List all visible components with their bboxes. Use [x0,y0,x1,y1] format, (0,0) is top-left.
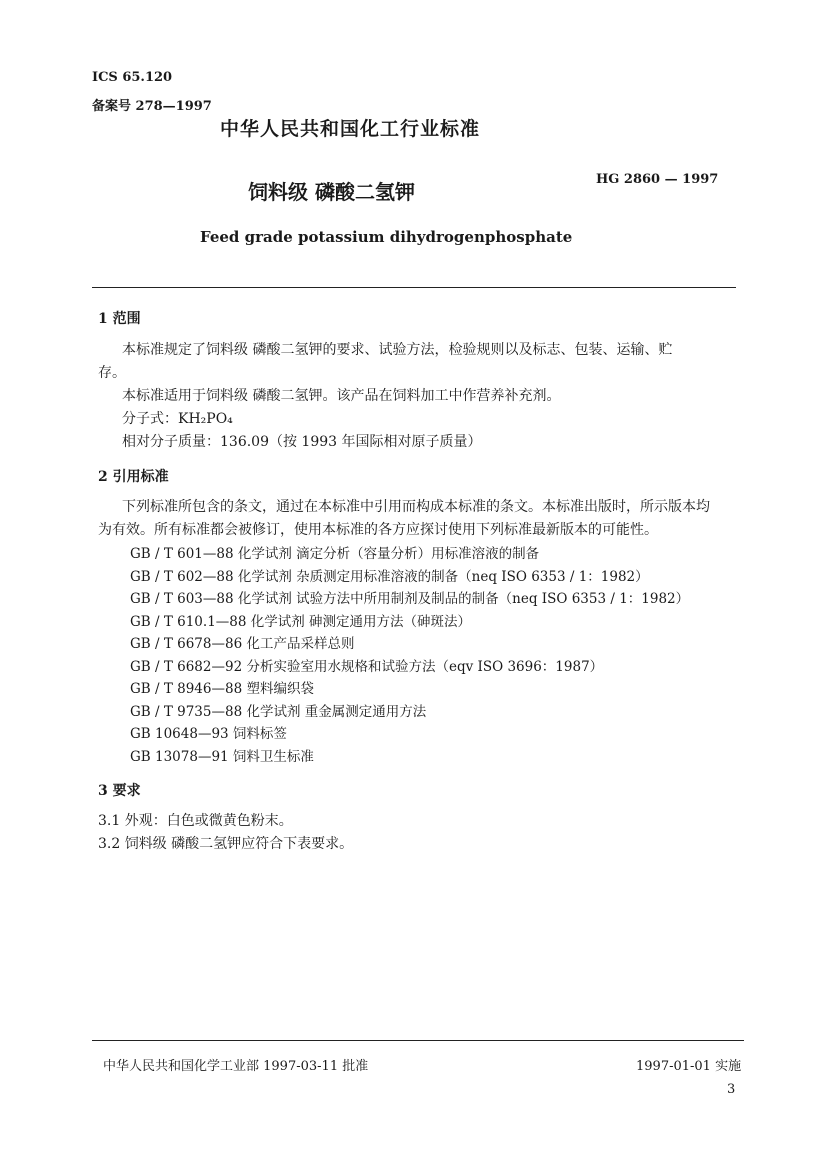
references-intro-line-1: 下列标准所包含的条文，通过在本标准中引用而构成本标准的条文。本标准出版时，所示版本均 [122,499,710,515]
reference-item: GB / T 8946—88 塑料编织袋 [130,681,314,697]
reference-item: GB / T 602—88 化学试剂 杂质测定用标准溶液的制备（neq ISO 6353 / 1：1982） [130,569,649,585]
document-title-en: Feed grade potassium dihydrogenphosphate [200,228,573,246]
formula-label: 分子式： [122,411,178,427]
reference-item: GB / T 6678—86 化工产品采样总则 [130,636,355,652]
reference-item: GB / T 603—88 化学试剂 试验方法中所用制剂及制品的制备（neq ISO 6353 / 1：1982） [130,591,690,607]
references-intro-line-2: 为有效。所有标准都会被修订，使用本标准的各方应探讨使用下列标准最新版本的可能性。 [98,522,658,538]
header-divider [92,287,736,288]
standard-code: HG 2860 — 1997 [596,172,719,187]
section-1-heading: 1 范围 [98,311,141,327]
scope-paragraph-line-1: 本标准规定了饲料级 磷酸二氢钾的要求、试验方法，检验规则以及标志、包装、运输、贮 [122,342,673,358]
reference-item: GB / T 6682—92 分析实验室用水规格和试验方法（eqv ISO 3696：1987） [130,659,604,675]
reference-item: GB / T 610.1—88 化学试剂 砷测定通用方法（砷斑法） [130,614,472,630]
approval-statement: 中华人民共和国化学工业部 1997-03-11 批准 [103,1059,369,1074]
molecular-formula [122,408,233,428]
document-title-cn: 饲料级 磷酸二氢钾 [248,180,415,204]
section-2-heading: 2 引用标准 [98,469,169,485]
reference-item: GB / T 9735—88 化学试剂 重金属测定通用方法 [130,704,427,720]
reference-item: GB / T 601—88 化学试剂 滴定分析（容量分析）用标准溶液的制备 [130,546,540,562]
scope-application: 本标准适用于饲料级 磷酸二氢钾。该产品在饲料加工中作营养补充剂。 [122,388,561,404]
ics-code: ICS 65.120 [92,70,173,85]
relative-molecular-mass: 相对分子质量：136.09（按 1993 年国际相对原子质量） [122,434,482,450]
effective-date: 1997-01-01 实施 [636,1059,742,1074]
section-3-heading: 3 要求 [98,783,141,799]
footer-divider [92,1040,744,1041]
requirement-3-1: 3.1 外观：白色或微黄色粉末。 [98,813,293,829]
filing-number: 备案号 278—1997 [92,99,212,114]
page-number: 3 [727,1082,736,1097]
formula-value: KH₂PO₄ [178,411,233,427]
reference-item: GB 13078—91 饲料卫生标准 [130,749,314,765]
scope-paragraph-line-2: 存。 [98,365,126,381]
reference-item: GB 10648—93 饲料标签 [130,726,287,742]
organization-title: 中华人民共和国化工行业标准 [220,118,481,140]
requirement-3-2: 3.2 饲料级 磷酸二氢钾应符合下表要求。 [98,836,354,852]
